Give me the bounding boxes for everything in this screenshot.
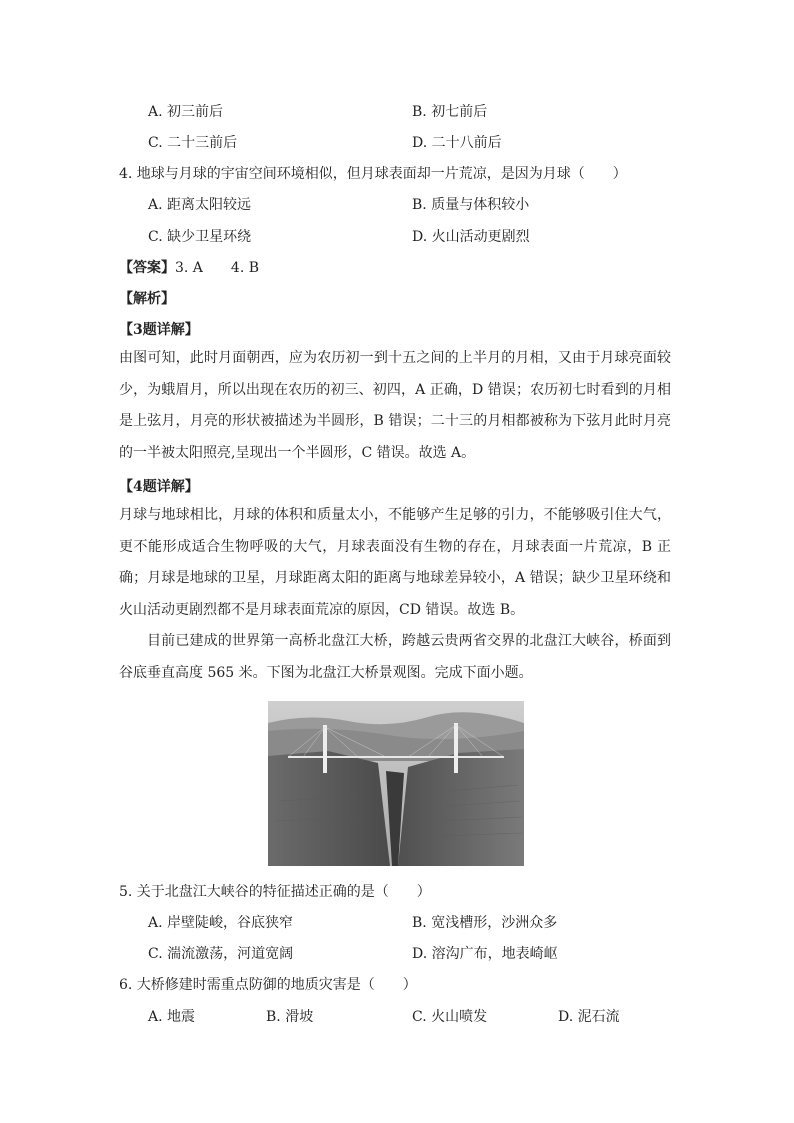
q6-option-a: A. 地震 — [148, 1009, 196, 1025]
q4-detail-label: 【4题详解】 — [119, 479, 199, 495]
q6-option-c: C. 火山喷发 — [412, 1009, 488, 1025]
intro-paragraph: 目前已建成的世界第一高桥北盘江大桥，跨越云贵两省交界的北盘江大峡谷，桥面到谷底垂直高度 565 米。下图为北盘江大桥景观图。完成下面小题。 — [119, 633, 671, 681]
answer-label: 【答案】 — [119, 260, 175, 276]
q4-option-d: D. 火山活动更剧烈 — [412, 229, 530, 245]
q5-option-a: A. 岸壁陡峻，谷底狭窄 — [148, 915, 294, 931]
q4-stem: 4. 地球与月球的宇宙空间环境相似，但月球表面却一片荒凉，是因为月球（ ） — [119, 166, 627, 182]
q4-option-c: C. 缺少卫星环绕 — [148, 229, 252, 245]
q4-detail-text: 月球与地球相比，月球的体积和质量太小，不能够产生足够的引力，不能够吸引住大气，更不能形成适合生物呼吸的大气，月球表面没有生物的存在，月球表面一片荒凉，B 正确；月球是地球的卫星，月球距离太阳的距离与地球差异较小，A 错误；缺少卫星环绕和火山活动更剧烈都不是月球表面荒凉的原因，CD 错误。故选 B。 — [119, 507, 671, 618]
q6-option-d: D. 泥石流 — [558, 1009, 620, 1025]
q3-option-b: B. 初七前后 — [412, 104, 488, 120]
q3-detail-label: 【3题详解】 — [119, 322, 199, 338]
q6-stem: 6. 大桥修建时需重点防御的地质灾害是（ ） — [119, 977, 417, 993]
answer-line — [119, 259, 259, 277]
analysis-label: 【解析】 — [119, 291, 175, 307]
q3-detail-text: 由图可知，此时月面朝西，应为农历初一到十五之间的上半月的月相，又由于月球亮面较少，为蛾眉月，所以出现在农历的初三、初四，A 正确，D 错误；农历初七时看到的月相是上弦月，月亮的形状被描述为半圆形，B 错误；二十三的月相都被称为下弦月此时月亮的一半被太阳照亮,呈现出一个半圆形，C 错误。故选 A。 — [119, 350, 671, 461]
bridge-photo — [268, 701, 524, 866]
q5-option-d: D. 溶沟广布，地表崎岖 — [412, 946, 558, 962]
q4-option-a: A. 距离太阳较远 — [148, 197, 252, 213]
q5-option-b: B. 宽浅槽形，沙洲众多 — [412, 915, 558, 931]
q5-option-c: C. 湍流激荡，河道宽阔 — [148, 946, 294, 962]
q3-option-a: A. 初三前后 — [148, 104, 224, 120]
q6-option-b: B. 滑坡 — [266, 1009, 314, 1025]
answer-text: 3. A 4. B — [175, 260, 260, 276]
q4-option-b: B. 质量与体积较小 — [412, 197, 530, 213]
q5-stem: 5. 关于北盘江大峡谷的特征描述正确的是（ ） — [119, 884, 431, 900]
q3-option-c: C. 二十三前后 — [148, 135, 238, 151]
q3-option-d: D. 二十八前后 — [412, 135, 502, 151]
